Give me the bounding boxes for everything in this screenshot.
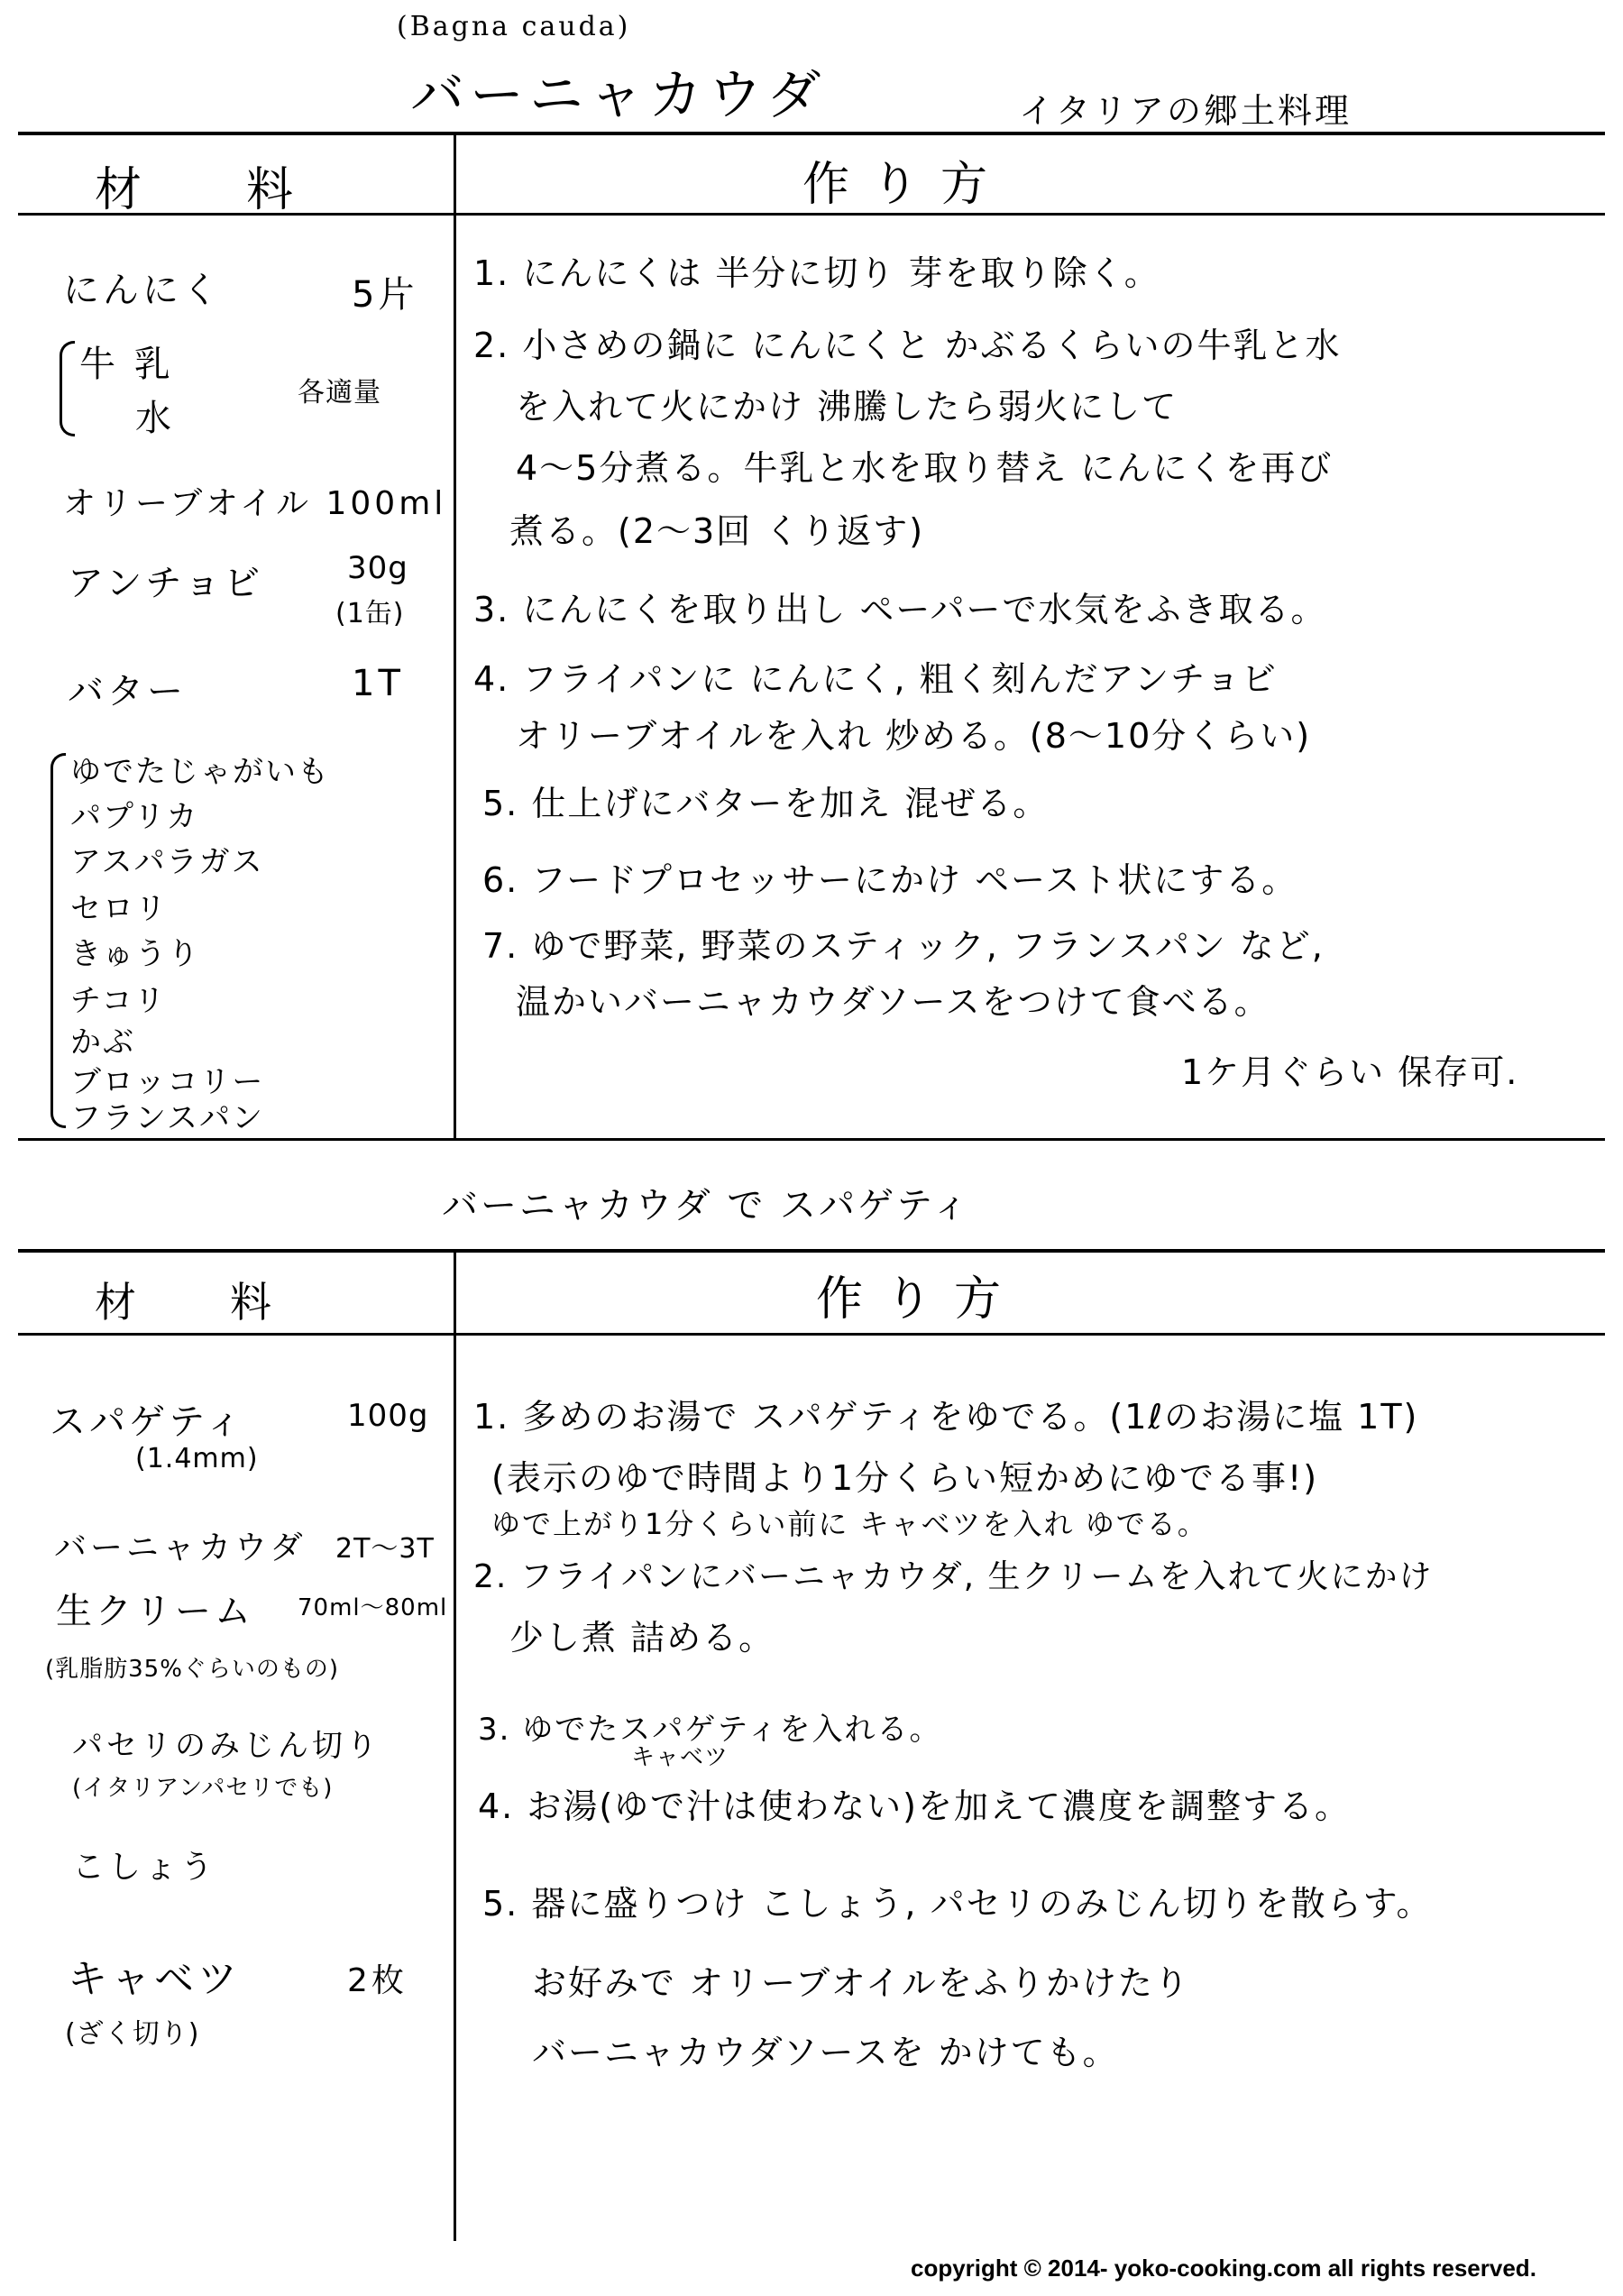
step-line: 7. ゆで野菜, 野菜のスティック, フランスパン など, (482, 926, 1325, 966)
recipe-1-bottom-rule (18, 1138, 1605, 1141)
step-line: バーニャカウダソースを かけても。 (532, 2033, 1119, 2072)
ingredient-milk: 牛 乳 (79, 344, 174, 385)
ingredient-cabbage-qty: 2枚 (347, 1962, 408, 1999)
vegetable-item: チコリ (70, 983, 167, 1019)
recipe-1-title: バーニャカウダ (410, 64, 827, 127)
ingredient-parsley: パセリのみじん切り (72, 1728, 381, 1764)
vegetable-item: きゅうり (70, 936, 200, 972)
ingredient-cabbage: キャベツ (68, 1956, 241, 2002)
ingredient-pepper: こしょう (72, 1849, 217, 1886)
recipe-2-method-header: 作 り 方 (816, 1272, 1005, 1327)
step-line: (表示のゆで時間より1分くらい短かめにゆでる事!) (491, 1458, 1319, 1498)
step-line: ゆで上がり1分くらい前に キャベツを入れ ゆでる。 (491, 1507, 1208, 1541)
ingredient-bagna-cauda: バーニャカウダ (54, 1529, 307, 1566)
step-line: 4～5分煮る。牛乳と水を取り替え にんにくを再び (516, 448, 1334, 488)
ingredient-water: 水 (135, 398, 175, 439)
recipe-2-ingredients-header: 材 料 (95, 1278, 275, 1327)
step-line: キャベツ (631, 1744, 729, 1771)
ingredient-bagna-cauda-qty: 2T～3T (335, 1533, 435, 1565)
recipe-1-subtitle: イタリアの郷土料理 (1019, 91, 1352, 131)
recipe-1-method-header: 作 り 方 (802, 158, 992, 212)
step-line: 5. 仕上げにバターを加え 混ぜる。 (482, 784, 1050, 823)
recipe-2-title: バーニャカウダ で スパゲティ (442, 1185, 971, 1226)
step-line: 6. フードプロセッサーにかけ ペースト状にする。 (482, 860, 1298, 900)
ingredient-garlic: にんにく (63, 270, 222, 311)
recipe-2-top-rule (18, 1249, 1605, 1253)
step-line: 1. 多めのお湯で スパゲティをゆでる。(1ℓのお湯に塩 1T) (473, 1397, 1419, 1437)
ingredient-anchovy: アンチョビ (68, 563, 264, 604)
step-line: 2. フライパンにバーニャカウダ, 生クリームを入れて火にかけ (473, 1558, 1434, 1595)
step-line: オリーブオイルを入れ 炒める。(8～10分くらい) (516, 716, 1312, 756)
ingredient-spaghetti: スパゲティ (50, 1401, 245, 1443)
ingredient-anchovy-note: (1缶) (335, 598, 405, 629)
storage-note: 1ケ月ぐらい 保存可. (1181, 1052, 1519, 1092)
vegetable-item: アスパラガス (70, 844, 264, 880)
step-line: 4. お湯(ゆで汁は使わない)を加えて濃度を調整する。 (478, 1786, 1351, 1826)
vegetable-item: パプリカ (70, 799, 199, 835)
step-line: 5. 器に盛りつけ こしょう, パセリのみじん切りを散らす。 (482, 1884, 1433, 1924)
step-line: を入れて火にかけ 沸騰したら弱火にして (516, 387, 1178, 427)
recipe-1-romaji: (Bagna cauda) (397, 11, 631, 42)
ingredient-cream-note: (乳脂肪35%ぐらいのもの) (45, 1656, 340, 1683)
vegetable-item: フランスパン (70, 1100, 264, 1136)
ingredient-butter: バター (68, 671, 187, 712)
vegetables-bracket (50, 753, 66, 1128)
ingredient-cream: 生クリーム (56, 1591, 254, 1632)
ingredient-anchovy-qty: 30g (347, 550, 408, 586)
step-line: 4. フライパンに にんにく, 粗く刻んだアンチョビ (473, 659, 1279, 699)
ingredient-olive-oil: オリーブオイル 100ml (63, 485, 447, 522)
step-line: 1. にんにくは 半分に切り 芽を取り除く。 (473, 253, 1160, 293)
recipe-1-top-rule (18, 132, 1605, 135)
vegetable-item: ブロッコリー (70, 1064, 265, 1100)
ingredient-parsley-note: (イタリアンパセリでも) (72, 1775, 334, 1802)
step-line: 少し煮 詰める。 (509, 1618, 775, 1658)
milk-water-bracket (60, 341, 75, 436)
step-line: 3. ゆでたスパゲティを入れる。 (478, 1712, 942, 1748)
vegetable-item: セロリ (70, 891, 168, 927)
ingredient-cabbage-note: (ざく切り) (65, 2018, 200, 2050)
copyright-notice: copyright © 2014- yoko-cooking.com all rights reserved. (911, 2255, 1536, 2282)
step-line: お好みで オリーブオイルをふりかけたり (532, 1963, 1190, 2003)
ingredient-milk-water-qty: 各適量 (298, 377, 381, 409)
recipe-1-column-divider (454, 132, 456, 1140)
ingredient-butter-qty: 1T (352, 663, 404, 704)
ingredient-cream-qty: 70ml～80ml (298, 1594, 448, 1621)
recipe-2-header-rule (18, 1333, 1605, 1336)
recipe-1-ingredients-header: 材 料 (95, 163, 298, 217)
vegetable-item: ゆでたじゃがいも (70, 754, 330, 790)
step-line: 2. 小さめの鍋に にんにくと かぶるくらいの牛乳と水 (473, 326, 1342, 365)
step-line: 3. にんにくを取り出し ペーパーで水気をふき取る。 (473, 590, 1327, 629)
ingredient-garlic-qty: 5片 (352, 274, 418, 316)
step-line: 温かいバーニャカウダソースをつけて食べる。 (516, 982, 1270, 1022)
vegetable-item: かぶ (70, 1024, 135, 1061)
ingredient-spaghetti-note: (1.4mm) (135, 1443, 259, 1474)
recipe-2-column-divider (454, 1249, 456, 2241)
step-line: 煮る。(2～3回 くり返す) (509, 511, 925, 551)
ingredient-spaghetti-qty: 100g (347, 1398, 429, 1434)
